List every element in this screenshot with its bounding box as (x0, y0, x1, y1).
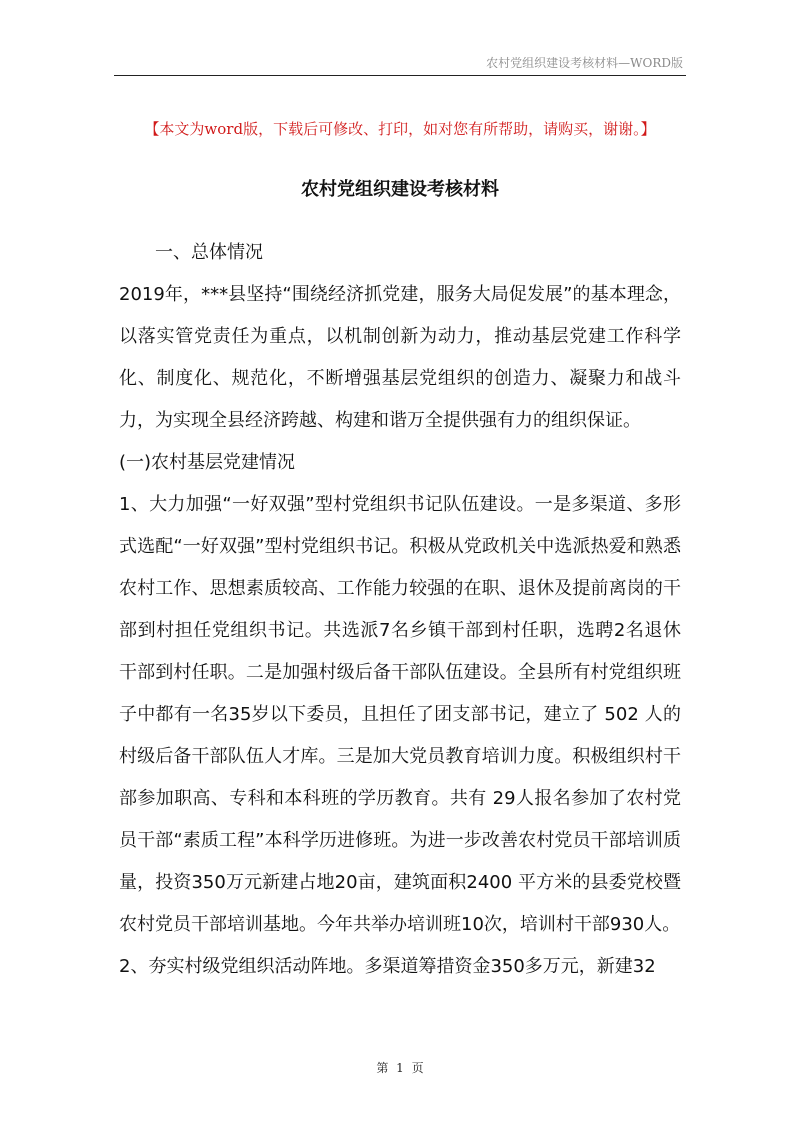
document-title: 农村党组织建设考核材料 (301, 179, 499, 200)
section-heading: 一、总体情况 (155, 242, 263, 263)
footer-suffix: 页 (411, 1061, 424, 1075)
body-paragraph: 1、大力加强“一好双强”型村党组织书记队伍建设。一是多渠道、多形式选配“一好双强”型村党组织书记。积极从党政机关中选派热爱和熟悉农村工作、思想素质较高、工作能力较强的在职、退休及提前离岗的干部到村担任党组织书记。共选派7名乡镇干部到村任职，选聘2名退休干部到村任职。二是加强村级后备干部队伍建设。全县所有村党组织班子中都有一名35岁以下委员，且担任了团支部书记，建立了 502 人的村级后备干部队伍人才库。三是加大党员教育培训力度。积极组织村干部参加职高、专科和本科班的学历教育。共有 29人报名参加了农村党员干部“素质工程”本科学历进修班。为进一步改善农村党员干部培训质量，投资350万元新建占地20亩，建筑面积2400 平方米的县委党校暨农村党员干部培训基地。今年共举办培训班10次，培训村干部930人。 (119, 494, 681, 935)
header-divider (114, 75, 686, 76)
document-body (119, 232, 681, 988)
subsection-heading: (一)农村基层党建情况 (119, 452, 296, 473)
body-paragraph: 2、夯实村级党组织活动阵地。多渠道筹措资金350多万元，新建32 (119, 956, 656, 977)
footer-prefix: 第 (376, 1061, 389, 1075)
body-paragraph: 2019年，***县坚持“围绕经济抓党建，服务大局促发展”的基本理念，以落实管党责任为重点，以机制创新为动力，推动基层党建工作科学化、制度化、规范化，不断增强基层党组织的创造力、凝聚力和战斗力，为实现全县经济跨越、构建和谐万全提供强有力的组织保证。 (119, 284, 681, 431)
page-number: 1 (396, 1061, 404, 1075)
running-header: 农村党组织建设考核材料—WORD版 (486, 56, 683, 70)
page-footer (0, 1059, 800, 1076)
purchase-notice: 【本文为word版，下载后可修改、打印，如对您有所帮助，请购买，谢谢。】 (144, 120, 656, 138)
